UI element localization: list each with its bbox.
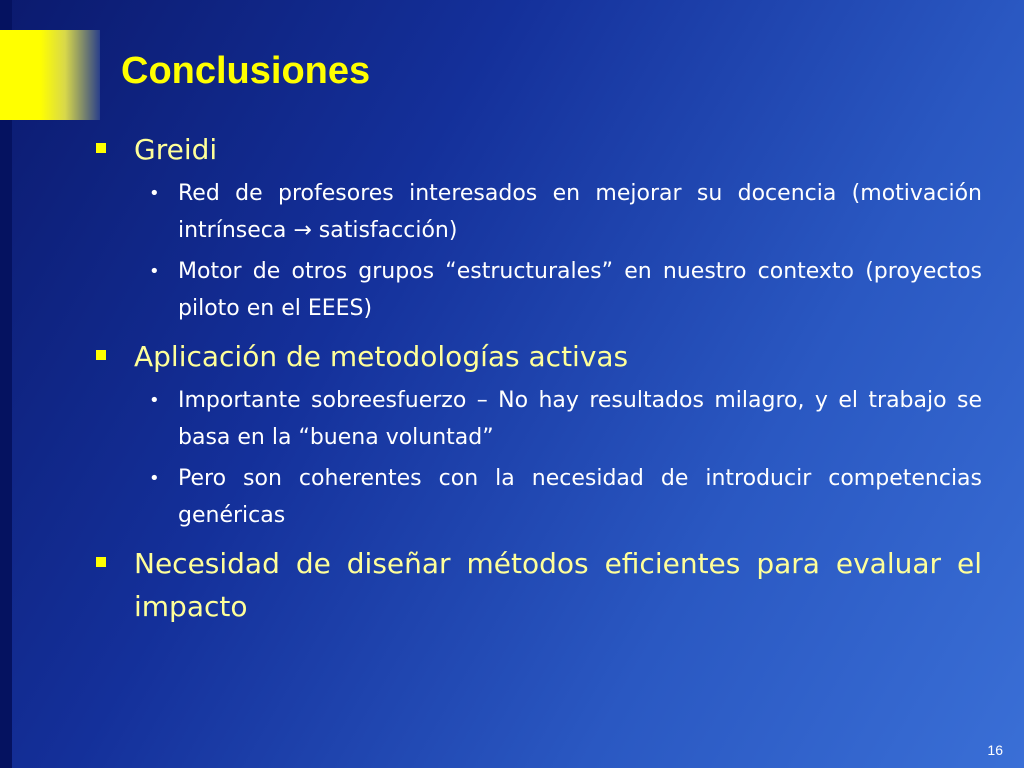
subbullet-text: Red de profesores interesados en mejorar su docencia (motivación intrínseca → satisfacción) — [178, 181, 982, 243]
bullet-text: Aplicación de metodologías activas — [134, 340, 629, 373]
bullet-text: Greidi — [134, 133, 218, 166]
bullet-text: Necesidad de diseñar métodos eficientes para evaluar el impacto — [134, 547, 982, 623]
subbullet-coherentes — [149, 460, 982, 534]
dot-bullet-icon: • — [149, 468, 160, 489]
subbullet-red-profesores — [149, 175, 982, 249]
dot-bullet-icon: • — [149, 390, 160, 411]
subbullet-text: Pero son coherentes con la necesidad de introducir competencias genéricas — [178, 466, 982, 528]
square-bullet-icon — [96, 557, 106, 567]
slide-content — [93, 128, 982, 628]
bullet-necesidad — [93, 542, 982, 628]
page-number: 16 — [987, 742, 1003, 758]
subbullet-motor-grupos — [149, 253, 982, 327]
subbullet-sobreesfuerzo — [149, 382, 982, 456]
title-accent-block — [0, 30, 100, 120]
subbullet-text: Motor de otros grupos “estructurales” en nuestro contexto (proyectos piloto en el EEES) — [178, 259, 982, 321]
slide-title: Conclusiones — [121, 50, 371, 92]
square-bullet-icon — [96, 350, 106, 360]
subbullet-text: Importante sobreesfuerzo – No hay resultados milagro, y el trabajo se basa en la “buena voluntad” — [178, 388, 982, 450]
bullet-metodologias — [93, 335, 982, 378]
dot-bullet-icon: • — [149, 183, 160, 204]
square-bullet-icon — [96, 143, 106, 153]
dot-bullet-icon: • — [149, 261, 160, 282]
bullet-greidi — [93, 128, 982, 171]
